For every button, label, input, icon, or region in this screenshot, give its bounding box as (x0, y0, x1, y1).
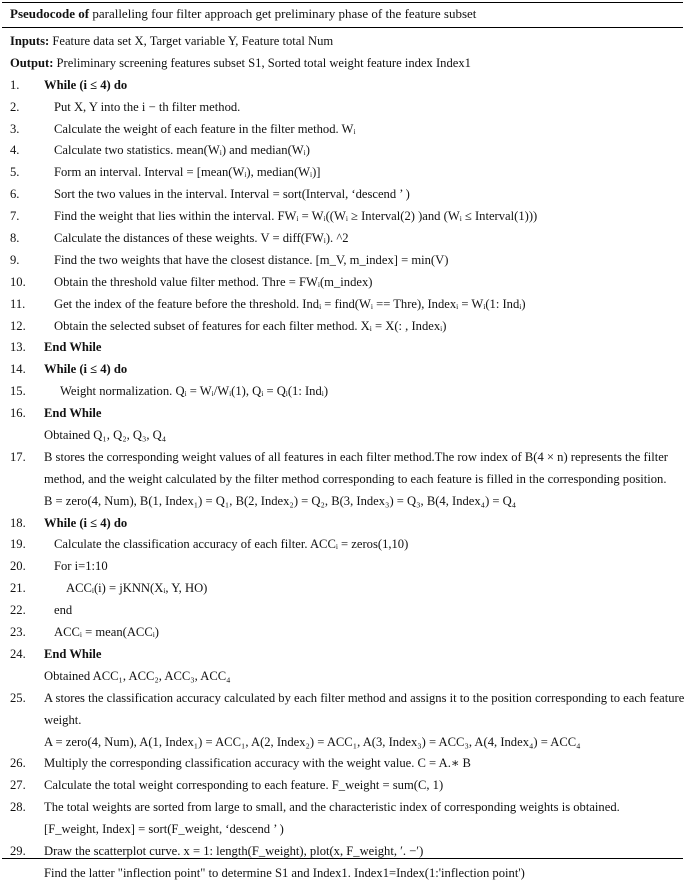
line-text: Calculate the total weight corresponding to each feature. F_weight = sum(C, 1) (44, 778, 444, 793)
pseudocode-line (0, 184, 683, 206)
line-text: Obtain the threshold value filter method. Thre = FWᵢ(m_index) (54, 274, 373, 289)
line-number: 16. (10, 406, 26, 421)
title-rest: paralleling four filter approach get preliminary phase of the feature subset (89, 6, 477, 21)
line-text: Inputs: Feature data set X, Target variable Y, Feature total Num (10, 34, 334, 48)
pseudocode-body (0, 31, 683, 885)
pseudocode-line (0, 119, 683, 141)
line-text: weight. (44, 712, 82, 727)
line-number: 5. (10, 165, 20, 180)
pseudocode-line (0, 863, 683, 885)
pseudocode-line (0, 578, 683, 600)
pseudocode-line (0, 797, 683, 819)
line-number: 9. (10, 252, 20, 267)
line-number: 13. (10, 340, 26, 355)
line-text: While (i ≤ 4) do (44, 362, 128, 377)
pseudocode-line (0, 732, 683, 754)
line-text: end (54, 603, 73, 618)
line-text: Calculate the weight of each feature in the filter method. Wᵢ (54, 121, 356, 136)
line-text: End While (44, 406, 102, 421)
line-number: 21. (10, 581, 26, 596)
line-number: 27. (10, 778, 26, 793)
line-text: While (i ≤ 4) do (44, 77, 128, 92)
pseudocode-line (0, 162, 683, 184)
pseudocode-line (0, 75, 683, 97)
top-rule (2, 2, 683, 3)
line-text: Weight normalization. Qᵢ = Wᵢ/Wᵢ(1), Qᵢ = Qᵢ(1: Indᵢ) (60, 384, 329, 399)
pseudocode-line (0, 666, 683, 688)
pseudocode-line (0, 644, 683, 666)
line-text: method, and the weight calculated by the filter method corresponding to each feature is filled in the corresponding position. (44, 471, 667, 486)
line-text: Get the index of the feature before the threshold. Indᵢ = find(Wᵢ == Thre), Indexᵢ = Wᵢ(1: Indᵢ) (54, 296, 526, 311)
line-number: 18. (10, 515, 26, 530)
line-text: Obtained Q₁, Q₂, Q₃, Q₄ (44, 428, 167, 443)
pseudocode-line (0, 53, 683, 75)
line-text: [F_weight, Index] = sort(F_weight, ‘descend ’ ) (44, 822, 284, 837)
bottom-rule (2, 858, 683, 859)
line-text: End While (44, 646, 102, 661)
line-number: 17. (10, 449, 26, 464)
line-number: 19. (10, 537, 26, 552)
line-number: 24. (10, 646, 26, 661)
pseudocode-line (0, 841, 683, 863)
line-number: 8. (10, 231, 20, 246)
line-number: 14. (10, 362, 26, 377)
line-number: 6. (10, 187, 20, 202)
pseudocode-line (0, 534, 683, 556)
line-text: Find the two weights that have the closest distance. [m_V, m_index] = min(V) (54, 252, 449, 267)
line-text: Find the weight that lies within the interval. FWᵢ = Wᵢ((Wᵢ ≥ Interval(2) )and (Wᵢ ≤ Interval(1))) (54, 209, 538, 224)
pseudocode-line (0, 425, 683, 447)
line-text: Output: Preliminary screening features subset S1, Sorted total weight feature index Index1 (10, 55, 471, 70)
line-text: A stores the classification accuracy calculated by each filter method and assigns it to the position corresponding to each feature (44, 690, 685, 705)
line-number: 10. (10, 274, 26, 289)
line-text: While (i ≤ 4) do (44, 515, 128, 530)
pseudocode-line (0, 600, 683, 622)
line-text: B stores the corresponding weight values of all features in each filter method.The row index of B(4 × n) represents the filter (44, 449, 668, 464)
pseudocode-line (0, 381, 683, 403)
line-number: 22. (10, 603, 26, 618)
pseudocode-line (0, 688, 683, 710)
line-number: 26. (10, 756, 26, 771)
title-bold: Pseudocode of (10, 6, 90, 21)
header-rule (2, 27, 683, 28)
pseudocode-line (0, 97, 683, 119)
line-text: A = zero(4, Num), A(1, Index₁) = ACC₁, A(2, Index₂) = ACC₁, A(3, Index₃) = ACC₃, A(4, Index₄) = ACC₄ (44, 734, 581, 749)
pseudocode-line (0, 710, 683, 732)
pseudocode-line (0, 819, 683, 841)
line-number: 3. (10, 121, 20, 136)
pseudocode-line (0, 316, 683, 338)
line-number: 25. (10, 690, 26, 705)
line-number: 7. (10, 209, 20, 224)
line-text: Multiply the corresponding classification accuracy with the weight value. C = A.∗ B (44, 756, 471, 771)
line-number: 1. (10, 77, 20, 92)
pseudocode-line (0, 140, 683, 162)
pseudocode-line (0, 403, 683, 425)
line-text: Calculate the classification accuracy of each filter. ACCᵢ = zeros(1,10) (54, 537, 409, 552)
line-number: 2. (10, 99, 20, 114)
pseudocode-line (0, 469, 683, 491)
line-number: 20. (10, 559, 26, 574)
line-number: 15. (10, 384, 26, 399)
line-text: End While (44, 340, 102, 355)
line-text: Calculate the distances of these weights. V = diff(FWᵢ). ^2 (54, 231, 349, 246)
pseudocode-line (0, 31, 683, 53)
line-number: 11. (10, 296, 26, 311)
table-title (10, 6, 476, 22)
pseudocode-line (0, 513, 683, 535)
line-number: 28. (10, 800, 26, 815)
pseudocode-line (0, 228, 683, 250)
line-text: Calculate two statistics. mean(Wᵢ) and median(Wᵢ) (54, 143, 310, 158)
line-text: The total weights are sorted from large to small, and the characteristic index of corresponding weights is obtained. (44, 800, 620, 815)
line-number: 23. (10, 625, 26, 640)
line-text: Put X, Y into the i − th filter method. (54, 99, 241, 114)
pseudocode-line (0, 294, 683, 316)
line-text: Sort the two values in the interval. Interval = sort(Interval, ‘descend ’ ) (54, 187, 410, 202)
line-text: Obtained ACC₁, ACC₂, ACC₃, ACC₄ (44, 668, 231, 683)
line-text: Form an interval. Interval = [mean(Wᵢ), median(Wᵢ)] (54, 165, 321, 180)
line-number: 4. (10, 143, 20, 158)
line-number: 12. (10, 318, 26, 333)
line-text: B = zero(4, Num), B(1, Index₁) = Q₁, B(2, Index₂) = Q₂, B(3, Index₃) = Q₃, B(4, Index₄) = Q₄ (44, 493, 517, 508)
pseudocode-line (0, 250, 683, 272)
pseudocode-line (0, 206, 683, 228)
pseudocode-line (0, 556, 683, 578)
pseudocode-line (0, 753, 683, 775)
line-text: Draw the scatterplot curve. x = 1: length(F_weight), plot(x, F_weight, ′. −′) (44, 843, 424, 858)
pseudocode-line (0, 447, 683, 469)
pseudocode-line (0, 359, 683, 381)
pseudocode-line (0, 775, 683, 797)
pseudocode-line (0, 491, 683, 513)
line-text: ACCᵢ = mean(ACCᵢ) (54, 625, 159, 640)
pseudocode-line (0, 337, 683, 359)
line-number: 29. (10, 843, 26, 858)
line-text: Find the latter "inflection point" to determine S1 and Index1. Index1=Index(1:'inflection point') (44, 865, 525, 880)
line-text: ACCᵢ(i) = jKNN(Xᵢ, Y, HO) (66, 581, 208, 596)
line-text: For i=1:10 (54, 559, 108, 574)
pseudocode-line (0, 622, 683, 644)
line-text: Obtain the selected subset of features for each filter method. Xᵢ = X(: , Indexᵢ) (54, 318, 447, 333)
pseudocode-line (0, 272, 683, 294)
